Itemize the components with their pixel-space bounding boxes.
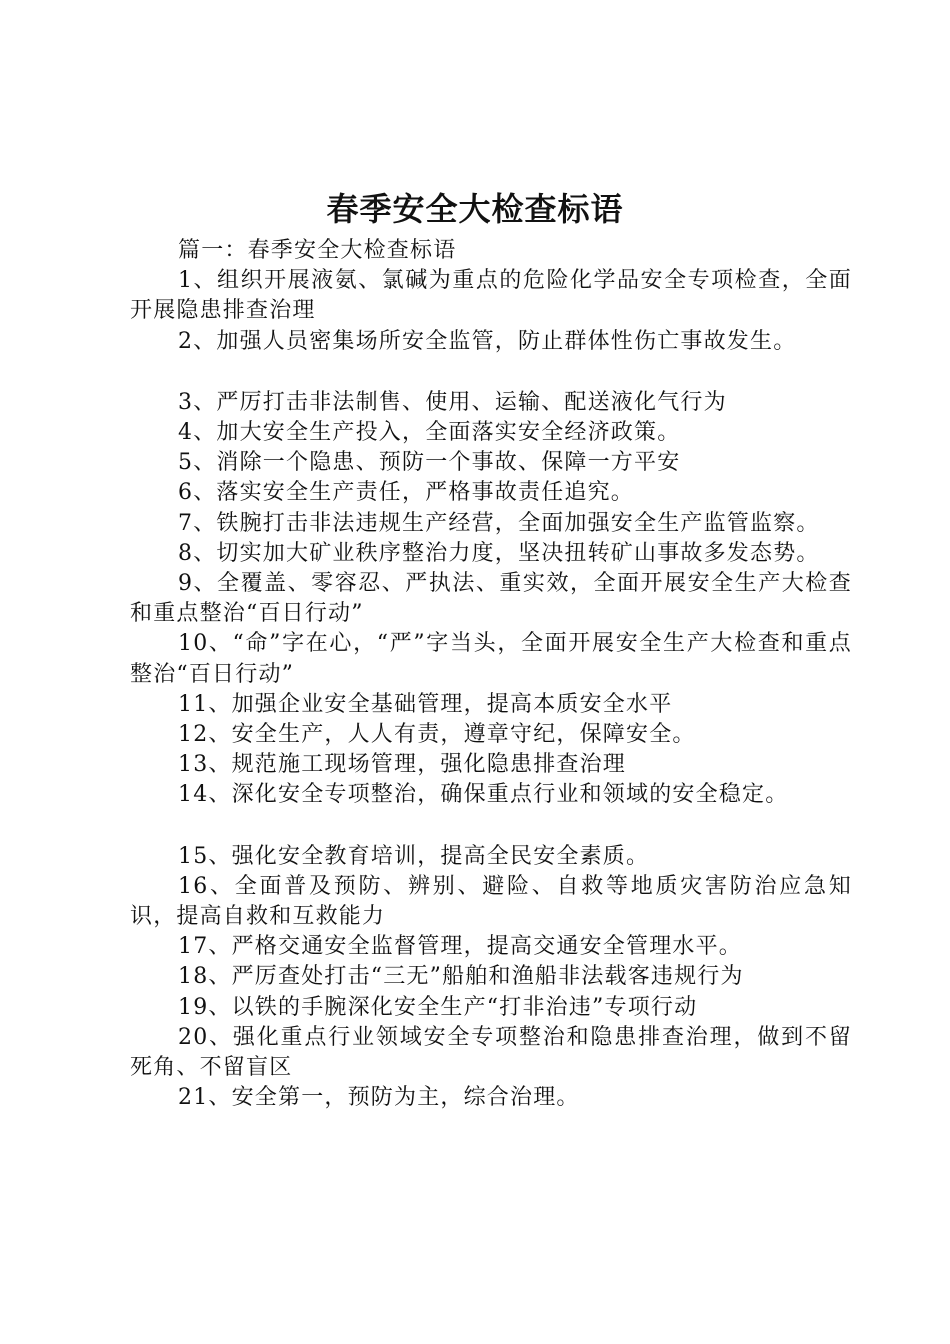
slogan-item: 7、铁腕打击非法违规生产经营，全面加强安全生产监管监察。 [178, 510, 820, 536]
slogan-item: 16、全面普及预防、辨别、避险、自救等地质灾害防治应急知识，提高自救和互救能力 [130, 873, 852, 930]
slogan-item: 9、全覆盖、零容忍、严执法、重实效，全面开展安全生产大检查和重点整治“百日行动” [130, 571, 852, 627]
slogan-item: 6、落实安全生产责任，严格事故责任追究。 [178, 480, 634, 506]
slogan-item: 20、强化重点行业领域安全专项整治和隐患排查治理，做到不留死角、不留盲区 [130, 1024, 852, 1081]
slogan-item: 12、安全生产，人人有责，遵章守纪，保障安全。 [178, 722, 696, 748]
slogan-item: 14、深化安全专项整治，确保重点行业和领域的安全稳定。 [178, 782, 789, 808]
slogan-item: 8、切实加大矿业秩序整治力度，坚决扭转矿山事故多发态势。 [178, 540, 820, 566]
slogan-item: 5、消除一个隐患、预防一个事故、保障一方平安 [178, 450, 681, 476]
slogan-item: 10、“命”字在心，“严”字当头，全面开展安全生产大检查和重点整治“百日行动” [130, 631, 852, 687]
slogan-item: 4、加大安全生产投入，全面落实安全经济政策。 [178, 420, 681, 446]
slogan-item: 17、严格交通安全监督管理，提高交通安全管理水平。 [178, 934, 742, 960]
slogan-item: 15、强化安全教育培训，提高全民安全素质。 [178, 843, 650, 869]
document-title: 春季安全大检查标语 [326, 190, 624, 228]
slogan-item: 2、加强人员密集场所安全监管，防止群体性伤亡事故发生。 [178, 328, 797, 354]
slogan-item: 13、规范施工现场管理，强化隐患排查治理 [178, 752, 626, 778]
document-body [130, 236, 852, 1113]
section-heading: 篇一：春季安全大检查标语 [178, 238, 457, 263]
slogan-item: 3、严厉打击非法制售、使用、运输、配送液化气行为 [178, 389, 727, 415]
slogan-item: 21、安全第一，预防为主，综合治理。 [178, 1085, 580, 1111]
slogan-item: 11、加强企业安全基础管理，提高本质安全水平 [178, 691, 673, 717]
slogan-item: 19、以铁的手腕深化安全生产“打非治违”专项行动 [178, 994, 698, 1020]
slogan-item: 18、严厉查处打击“三无”船舶和渔船非法载客违规行为 [178, 964, 744, 990]
slogan-item: 1、组织开展液氨、氯碱为重点的危险化学品安全专项检查，全面开展隐患排查治理 [130, 268, 852, 324]
